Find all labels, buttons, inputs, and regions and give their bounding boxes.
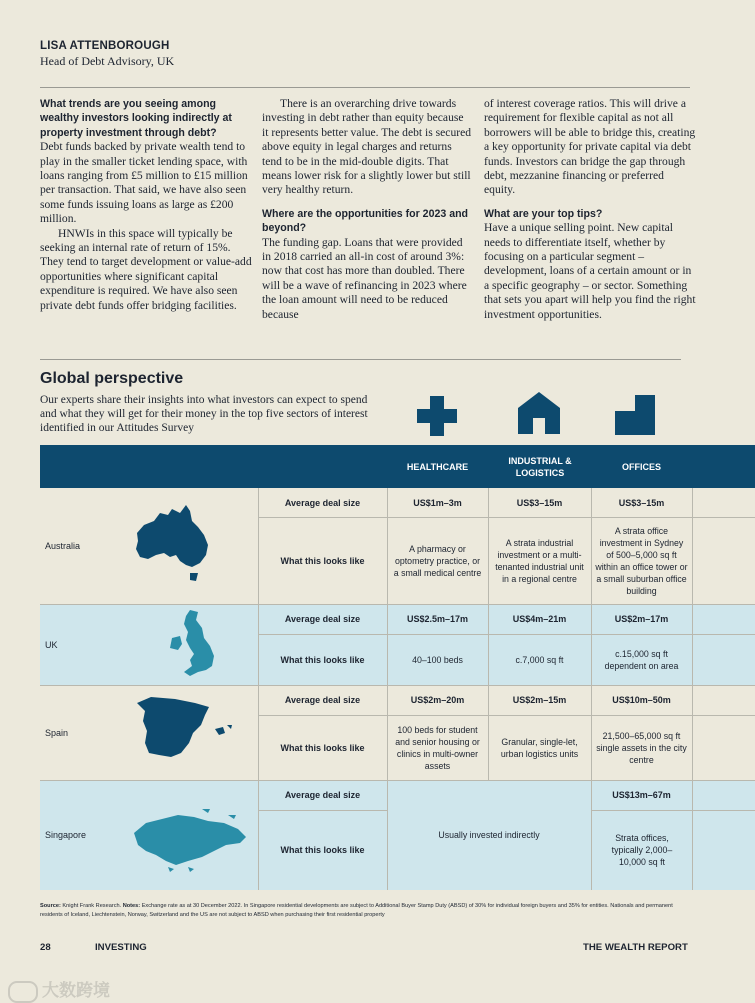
question-1: What trends are you seeing among wealthy investors looking indirectly at property investment through debt? bbox=[40, 98, 232, 139]
singapore-map-icon bbox=[128, 805, 252, 875]
page-number: 28 bbox=[40, 942, 51, 953]
looks-like-label: What this looks like bbox=[280, 654, 365, 665]
looks-like-value: A strata office investment in Sydney of 500–5,000 sq ft within an office tower or a small suburban office building bbox=[595, 525, 688, 596]
looks-like-value: 21,500–65,000 sq ft single assets in the city centre bbox=[596, 730, 687, 765]
section-divider bbox=[40, 359, 681, 360]
deal-value: US$3–15m bbox=[516, 497, 563, 508]
footnote-source: Knight Frank Research. bbox=[62, 903, 122, 909]
answer-3: Have a unique selling point. New capital needs to differentiate itself, whether by focusing on a particular segment – development, loans of a certain amount or in a specific geography – or sector. Something that sets you apart will help you find the right investment opportunities. bbox=[484, 221, 696, 321]
looks-like-value: 100 beds for student and senior housing or clinics in multi-owner assets bbox=[395, 724, 480, 771]
column-2-paragraph-1: There is an overarching drive towards investing in debt rather than equity because it represents better value. The debt is secured above equity in legal charges and returns tend to be in the mid-double digits. That means lower risk for a slightly lower but still very healthy return. bbox=[262, 97, 472, 197]
author-name: LISA ATTENBOROUGH bbox=[40, 40, 170, 52]
deal-value: US$2m–17m bbox=[614, 614, 669, 624]
watermark bbox=[8, 976, 110, 1003]
footnote-source-label: Source: bbox=[40, 903, 61, 909]
looks-like-value: Granular, single-let, urban logistics units bbox=[500, 736, 579, 759]
watermark-text: 大数跨境 bbox=[42, 981, 110, 1000]
header-offices: OFFICES bbox=[621, 461, 661, 472]
deal-size-label: Average deal size bbox=[284, 497, 361, 508]
article-column-3 bbox=[484, 97, 696, 322]
uk-map-icon bbox=[168, 608, 220, 682]
looks-like-value: Strata offices, typically 2,000–10,000 sq ft bbox=[611, 833, 673, 867]
question-3: What are your top tips? bbox=[484, 207, 603, 220]
sector-table bbox=[40, 445, 755, 890]
deal-value: US$13m–67m bbox=[612, 790, 671, 800]
header-industrial-logistics bbox=[489, 445, 591, 488]
looks-like-label: What this looks like bbox=[280, 555, 365, 566]
country-label: Australia bbox=[45, 541, 81, 551]
table-footnote bbox=[40, 902, 680, 920]
answer-1-paragraph-2: HNWIs in this space will typically be seeking an internal rate of return of 15%. They tend to target development or value-add opportunities where significant capital expenditure is required. We have also seen private debt funds offer bridging facilities. bbox=[40, 226, 252, 312]
deal-value: US$10m–50m bbox=[612, 695, 671, 705]
column-3-paragraph-1: of interest coverage ratios. This will drive a requirement for flexible capital as not all borrowers will be able to bridge this, creating a key opportunity for private capital via debt funds. Investors can bridge the gap through debt, mezzanine financing or preferred equity. bbox=[484, 97, 696, 197]
deal-value: US$3–15m bbox=[618, 497, 665, 508]
looks-like-label: What this looks like bbox=[280, 845, 365, 855]
author-role: Head of Debt Advisory, UK bbox=[40, 54, 175, 68]
header-healthcare: HEALTHCARE bbox=[406, 461, 469, 472]
deal-size-label: Average deal size bbox=[284, 614, 361, 624]
answer-2: The funding gap. Loans that were provided in 2018 carried an all-in cost of around 3%: now that cost has more than doubled. There will be a wave of refinancing in 2023 where the loan amount will need to be reduced because bbox=[262, 235, 467, 321]
deal-value: US$2m–15m bbox=[512, 695, 567, 705]
deal-value: US$4m–21m bbox=[512, 614, 567, 624]
footnote-notes-label: Notes: bbox=[122, 903, 141, 909]
country-label: UK bbox=[45, 640, 58, 650]
section-intro: Our experts share their insights into what investors can expect to spend and what they will get for their money in the top five sectors of interest identified in our Attitudes Survey bbox=[40, 394, 368, 434]
deal-value: US$1m–3m bbox=[413, 497, 462, 508]
deal-size-label: Average deal size bbox=[284, 695, 361, 705]
industrial-building-icon bbox=[518, 392, 560, 434]
deal-value: US$2m–20m bbox=[410, 695, 465, 705]
looks-like-value: 40–100 beds bbox=[412, 654, 463, 665]
article-column-2 bbox=[262, 97, 472, 322]
publication-name: THE WEALTH REPORT bbox=[583, 942, 688, 953]
country-label: Singapore bbox=[45, 830, 87, 840]
section-title: Global perspective bbox=[40, 370, 184, 387]
country-label: Spain bbox=[45, 728, 69, 738]
looks-like-label: What this looks like bbox=[280, 742, 365, 753]
spain-map-icon bbox=[135, 695, 235, 767]
footnote-notes: Exchange rate as at 30 December 2022. In Singapore residential developments are subject to Additional Buyer Stamp Duty (ABSD) of 30% for individual foreign buyers and 35% for entities. Nationals and permanent residents of Iceland, Liechtenstein, Norway, Switzerland and the US are not subject to ABSD when purchasing their first residential property bbox=[40, 903, 673, 918]
merged-cell-indirect: Usually invested indirectly bbox=[438, 830, 540, 840]
healthcare-cross-icon bbox=[417, 396, 457, 436]
section-name: INVESTING bbox=[95, 942, 147, 953]
answer-1-paragraph-1: Debt funds backed by private wealth tend to play in the smaller ticket lending space, with loans ranging from £5 million to £15 million per transaction. That said, we have also seen some funds issuing loans as large as £200 million. bbox=[40, 140, 248, 226]
header-industrial-logistics-label: INDUSTRIAL & LOGISTICS bbox=[508, 455, 572, 478]
looks-like-value: A strata industrial investment or a multi-tenanted industrial unit in a regional centre bbox=[495, 537, 584, 584]
article-column-1 bbox=[40, 97, 252, 313]
looks-like-value: A pharmacy or optometry practice, or a small medical centre bbox=[393, 543, 482, 578]
deal-value: US$2.5m–17m bbox=[406, 614, 469, 624]
grid-line bbox=[692, 488, 693, 890]
looks-like-value: c.15,000 sq ft dependent on area bbox=[604, 648, 679, 671]
looks-like-value: c.7,000 sq ft bbox=[515, 654, 564, 665]
top-divider bbox=[40, 87, 690, 88]
question-2: Where are the opportunities for 2023 and beyond? bbox=[262, 207, 469, 235]
deal-size-label: Average deal size bbox=[284, 790, 361, 800]
office-building-icon bbox=[615, 395, 655, 435]
watermark-logo-icon bbox=[8, 981, 38, 1003]
australia-map-icon bbox=[132, 503, 212, 583]
